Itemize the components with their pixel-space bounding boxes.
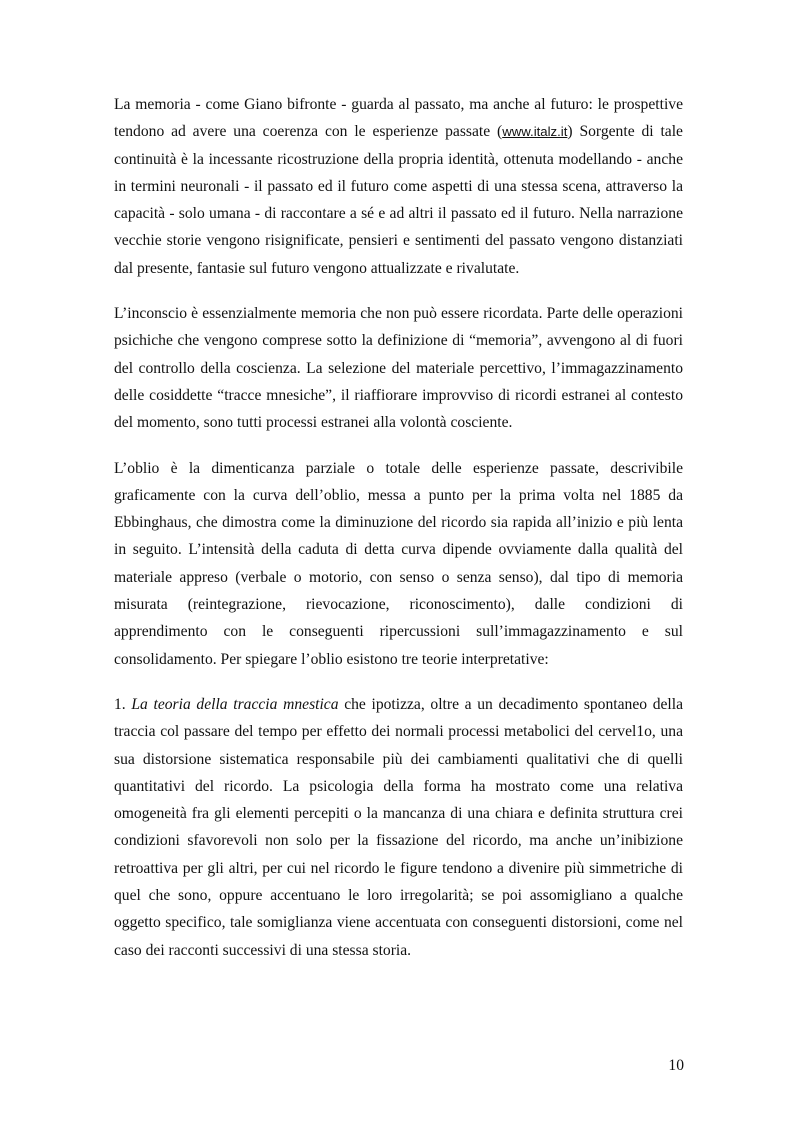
paragraph-oblio: L’oblio è la dimenticanza parziale o totale delle esperienze passate, descrivibile graficamente con la curva dell’oblio, messa a punto per la prima volta nel 1885 da Ebbinghaus, che dimostra come la diminuzione del ricordo sia rapida all’inizio e più lenta in seguito. L’intensità della caduta di detta curva dipende ovviamente dalla qualità del materiale appreso (verbale o motorio, con senso o senza senso), dal tipo di memoria misurata (reintegrazione, rievocazione, riconoscimento), dalle condizioni di apprendimento con le conseguenti ripercussioni sull’immagazzinamento e sul consolidamento. Per spiegare l’oblio esistono tre teorie interpretative: — [114, 459, 683, 668]
document-page — [114, 91, 683, 964]
list-number: 1. — [114, 695, 126, 713]
page-number: 10 — [668, 1057, 684, 1074]
paragraph-memoria-text-end: ) Sorgente di tale continuità è la incessante ricostruzione della propria identità, ottenuta modellando - anche in termini neuronali - il passato ed il futuro come aspetti di una stessa scena, attraverso la capacità - solo umana - di raccontare a sé e ad altri il passato ed il futuro. Nella narrazione vecchie storie vengono risignificate, pensieri e sentimenti del passato vengono distanziati dal presente, fantasie sul futuro vengono attualizzate e rivalutate. — [114, 123, 683, 277]
paragraph-memoria — [114, 91, 683, 282]
paragraph-teoria-traccia — [114, 691, 683, 964]
theory-title: La teoria della traccia mnestica — [131, 695, 339, 713]
paragraph-inconscio: L’inconscio è essenzialmente memoria che non può essere ricordata. Parte delle operazioni psichiche che vengono comprese sotto la definizione di “memoria”, avvengono al di fuori del controllo della coscienza. La selezione del materiale percettivo, l’immagazzinamento delle cosiddette “tracce mnesiche”, il riaffiorare improvviso di ricordi estranei al contesto del momento, sono tutti processi estranei alla volontà cosciente. — [114, 305, 683, 432]
italz-link[interactable]: www.italz.it — [502, 124, 568, 140]
paragraph-memoria-text-start: La memoria - come Giano bifronte - guarda al passato, ma anche al futuro: le prospettive tendono ad avere una coerenza con le esperienze passate ( — [114, 96, 683, 141]
theory-description: che ipotizza, oltre a un decadimento spontaneo della traccia col passare del tempo per effetto dei normali processi metabolici del cervel1o, una sua distorsione sistematica responsabile più dei cambiamenti qualitativi che di quelli quantitativi del ricordo. La psicologia della forma ha mostrato come una relativa omogeneità fra gli elementi percepiti o la mancanza di una chiara e definita struttura crei condizioni sfavorevoli non solo per la fissazione del ricordo, ma anche un’inibizione retroattiva per gli altri, per cui nel ricordo le figure tendono a divenire più simmetriche di quel che sono, oppure accentuano le loro irregolarità; se poi assomigliano a qualche oggetto specifico, tale somiglianza viene accentuata con conseguenti distorsioni, come nel caso dei racconti successivi di una stessa storia. — [114, 695, 684, 959]
